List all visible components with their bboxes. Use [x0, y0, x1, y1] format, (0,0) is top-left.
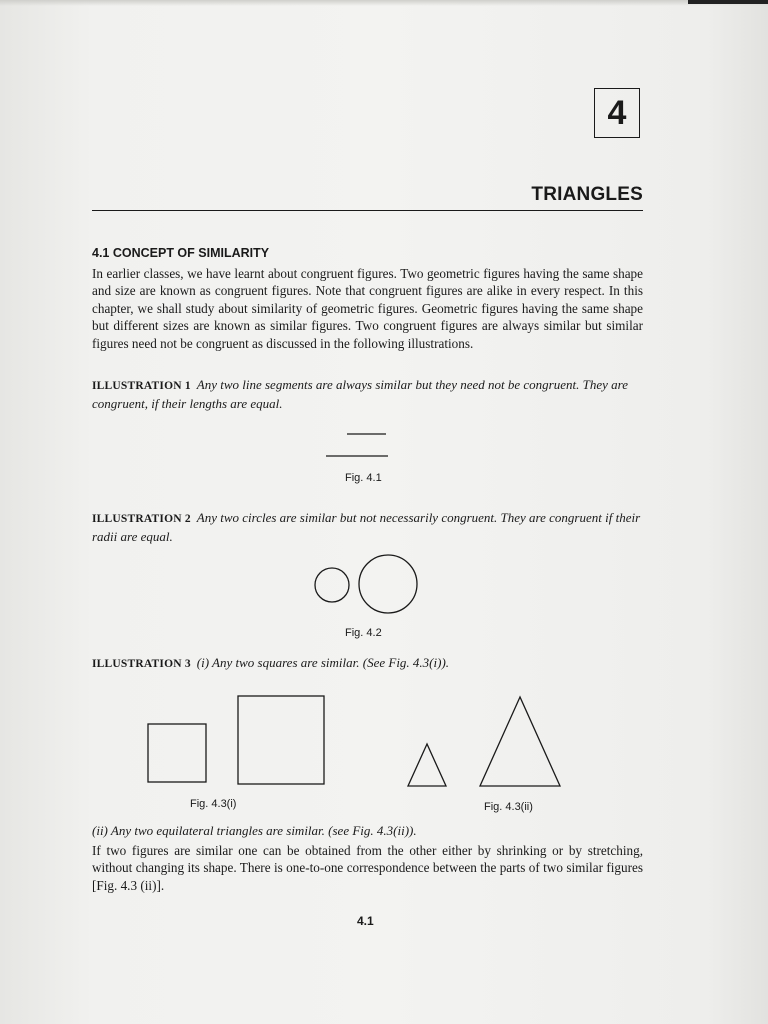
illustration-1-label: ILLUSTRATION 1 — [92, 380, 191, 392]
large-triangle — [480, 697, 560, 786]
illustration-2-text: Any two circles are similar but not necessarily congruent. They are congruent if their radii are equal. — [92, 510, 641, 544]
illustration-3-label: ILLUSTRATION 3 — [92, 658, 191, 670]
illustration-2-label: ILLUSTRATION 2 — [92, 513, 191, 525]
closing-paragraph: If two figures are similar one can be obtained from the other either by shrinking or by stretching, without changing its shape. There is one-to-one correspondence between the parts of two similar figures [Fig. 4.3 (ii)]. — [92, 843, 643, 893]
fig-4-1-caption: Fig. 4.1 — [345, 472, 382, 484]
large-square — [238, 696, 324, 784]
small-triangle — [408, 744, 446, 786]
fig-4-3-i-caption: Fig. 4.3(i) — [190, 798, 237, 810]
illustration-1-text: Any two line segments are always similar but they need not be congruent. They are congruent, if their lengths are equal. — [92, 377, 628, 411]
small-square — [148, 724, 206, 782]
intro-paragraph: In earlier classes, we have learnt about congruent figures. Two geometric figures having the same shape and size are known as congruent figures. Note that congruent figures are alike in every respect. In this chapter, we shall study about similarity of geometric figures. Geometric figures having the same shape but different sizes are known as similar figures. Two congruent figures are always similar but similar figures need not be congruent as discussed in the following illustrations. — [92, 266, 643, 351]
section-heading: 4.1 CONCEPT OF SIMILARITY — [92, 246, 270, 260]
illustration-3-part-i: (i) Any two squares are similar. (See Fig. 4.3(i)). — [196, 655, 450, 670]
fig-4-3-ii-caption: Fig. 4.3(ii) — [484, 801, 533, 813]
chapter-title: TRIANGLES — [531, 184, 643, 205]
illustration-3-part-ii: (ii) Any two equilateral triangles are similar. (see Fig. 4.3(ii)). — [92, 823, 417, 838]
chapter-number: 4 — [607, 93, 627, 132]
page-number: 4.1 — [357, 914, 374, 928]
fig-4-2-caption: Fig. 4.2 — [345, 627, 382, 639]
